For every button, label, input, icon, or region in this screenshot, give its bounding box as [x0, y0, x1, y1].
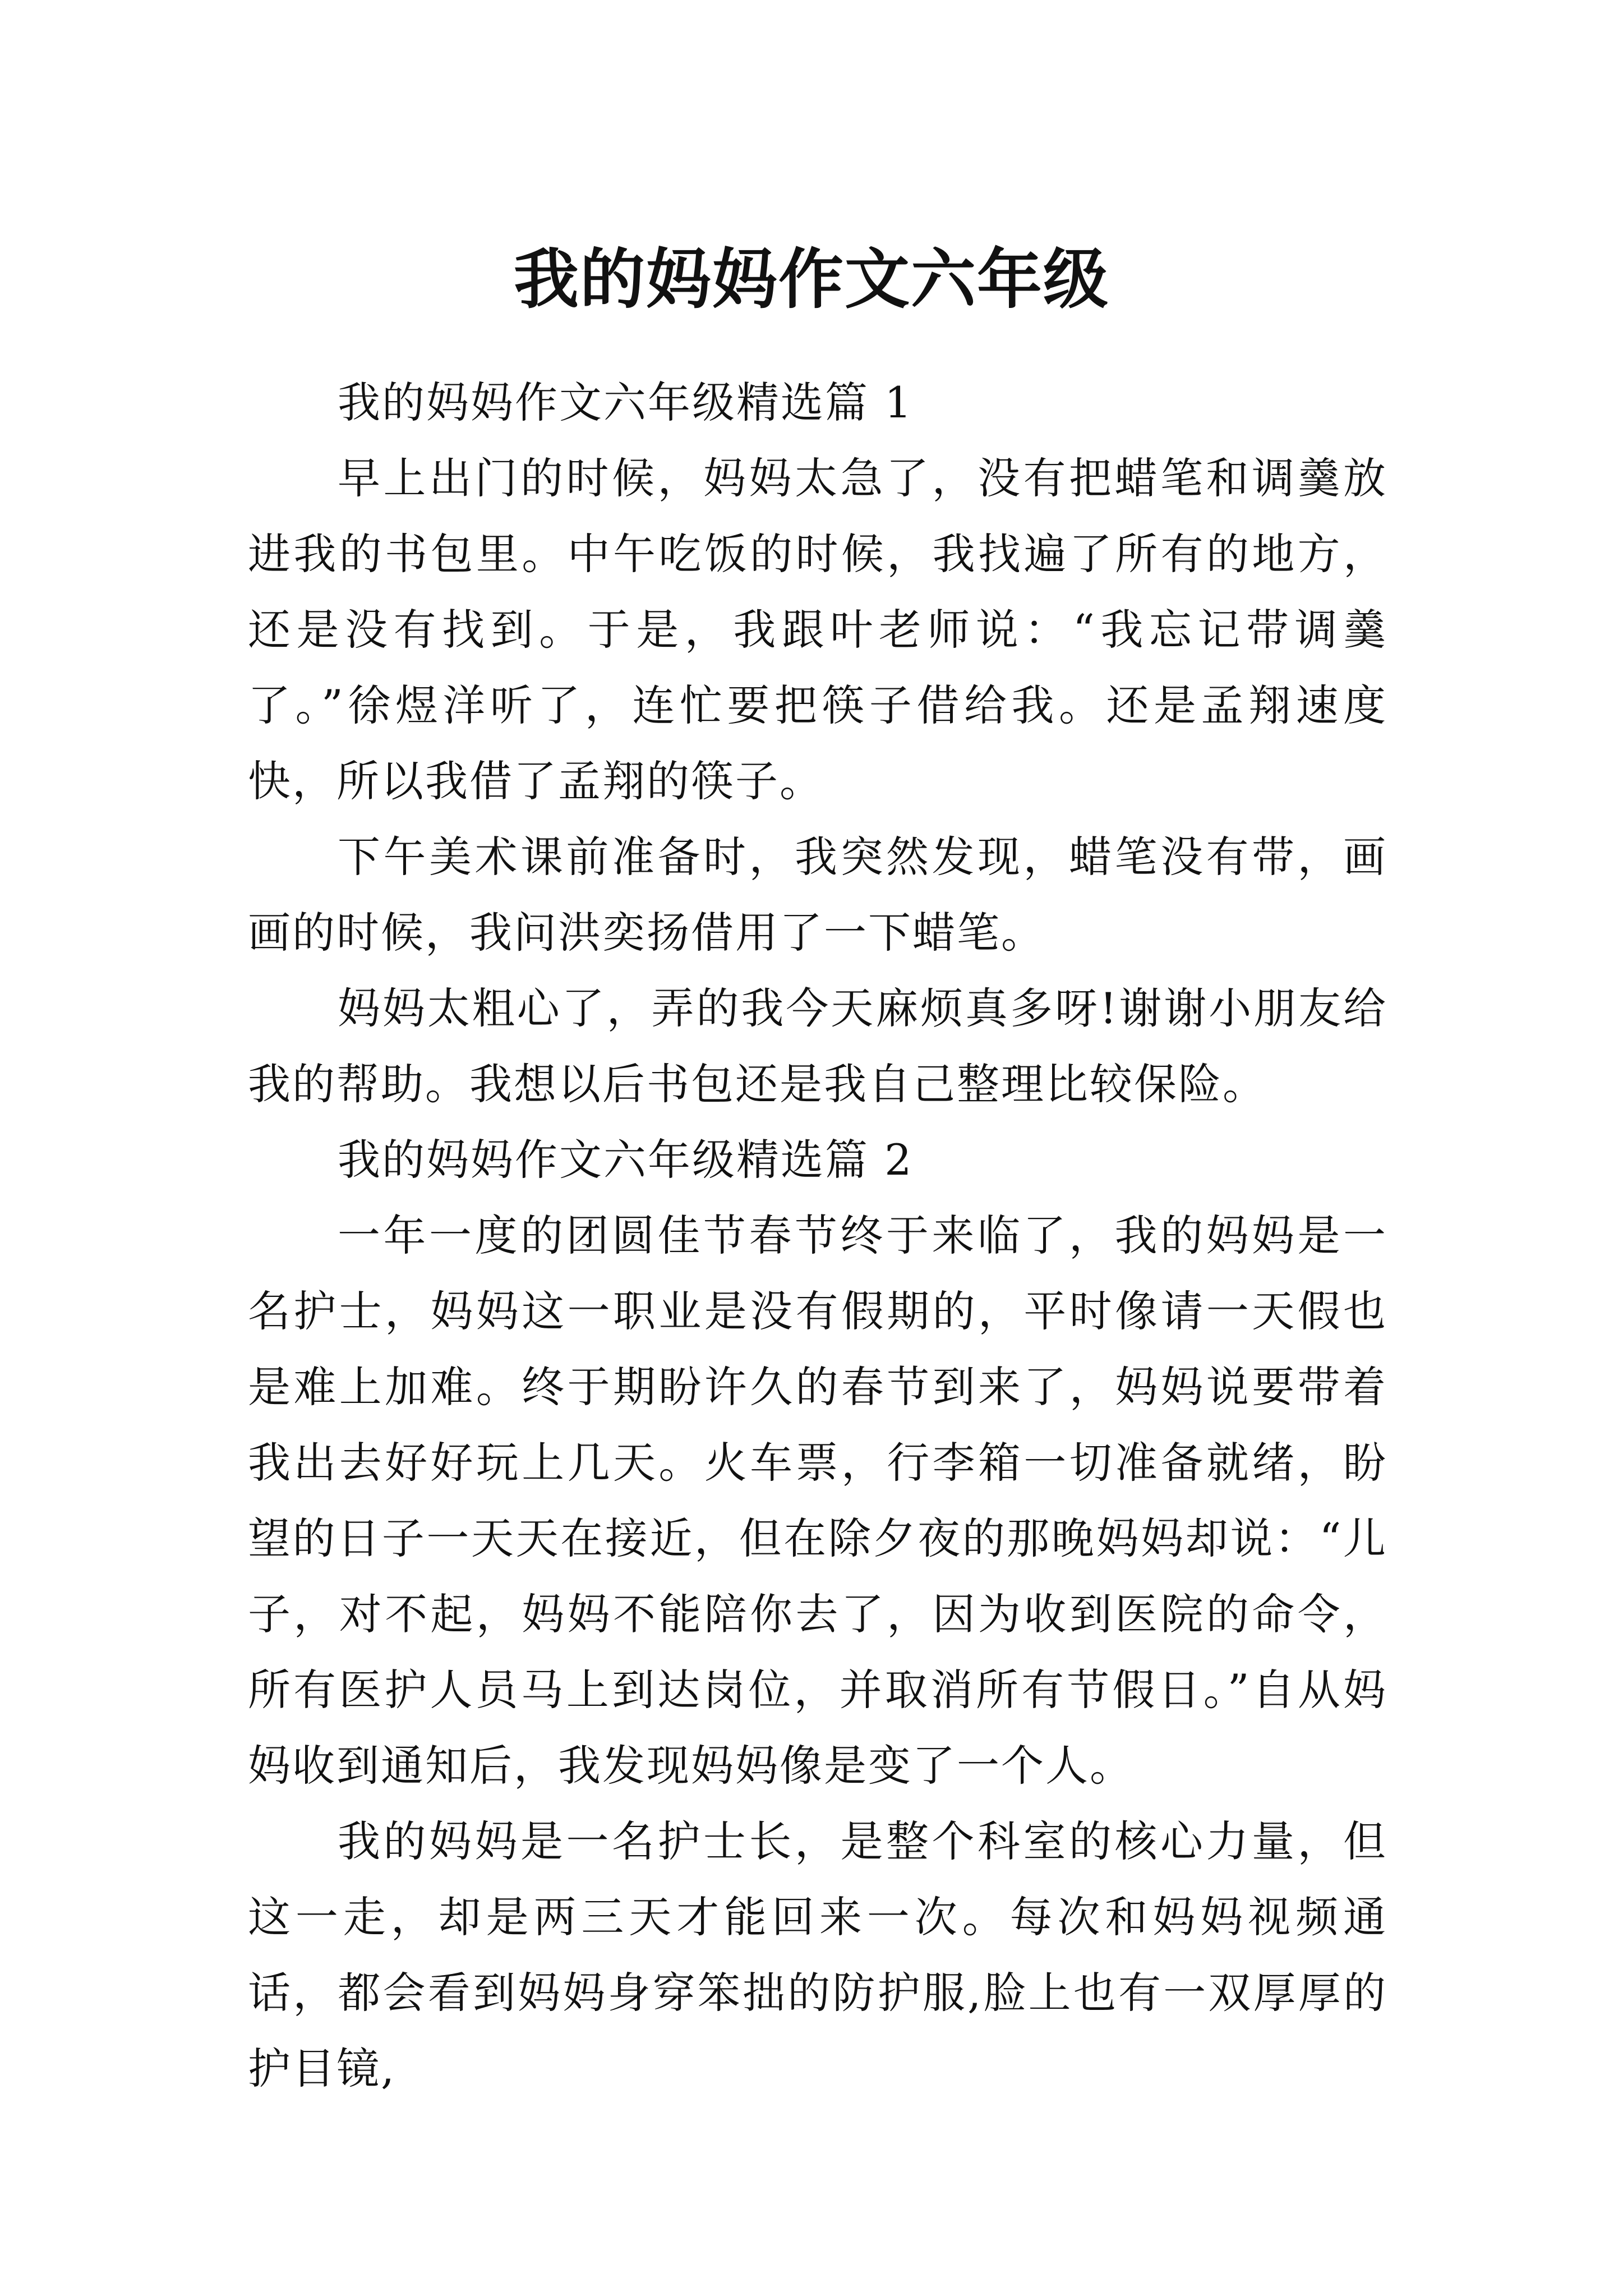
- paragraph: 我的妈妈是一名护士长，是整个科室的核心力量，但这一走，却是两三天才能回来一次。每次和妈妈视频通话，都会看到妈妈身穿笨拙的防护服,脸上也有一双厚厚的护目镜,: [248, 1816, 1387, 2093]
- paragraph: 一年一度的团圆佳节春节终于来临了，我的妈妈是一名护士，妈妈这一职业是没有假期的，平时像请一天假也是难上加难。终于期盼许久的春节到来了，妈妈说要带着我出去好好玩上几天。火车票，行李箱一切准备就绪，盼望的日子一天天在接近，但在除夕夜的那晚妈妈却说：“儿子，对不起，妈妈不能陪你去了，因为收到医院的命令，所有医护人员马上到达岗位，并取消所有节假日。”自从妈妈收到通知后，我发现妈妈像是变了一个人。: [248, 1211, 1387, 1791]
- paragraph: 妈妈太粗心了，弄的我今天麻烦真多呀!谢谢小朋友给我的帮助。我想以后书包还是我自己整理比较保险。: [248, 983, 1387, 1109]
- section-heading-2: 我的妈妈作文六年级精选篇 2: [338, 1135, 914, 1185]
- document-title: 我的妈妈作文六年级: [514, 241, 1109, 318]
- paragraph: 下午美术课前准备时，我突然发现，蜡笔没有带，画画的时候，我问洪奕扬借用了一下蜡笔。: [248, 832, 1387, 958]
- paragraph: 早上出门的时候，妈妈太急了，没有把蜡笔和调羹放进我的书包里。中午吃饭的时候，我找遍了所有的地方，还是没有找到。于是，我跟叶老师说：“我忘记带调羹了。”徐煜洋听了，连忙要把筷子借给我。还是孟翔速度快，所以我借了孟翔的筷子。: [248, 453, 1387, 806]
- section-heading-1: 我的妈妈作文六年级精选篇 1: [338, 378, 914, 427]
- document-body: [248, 365, 1387, 2106]
